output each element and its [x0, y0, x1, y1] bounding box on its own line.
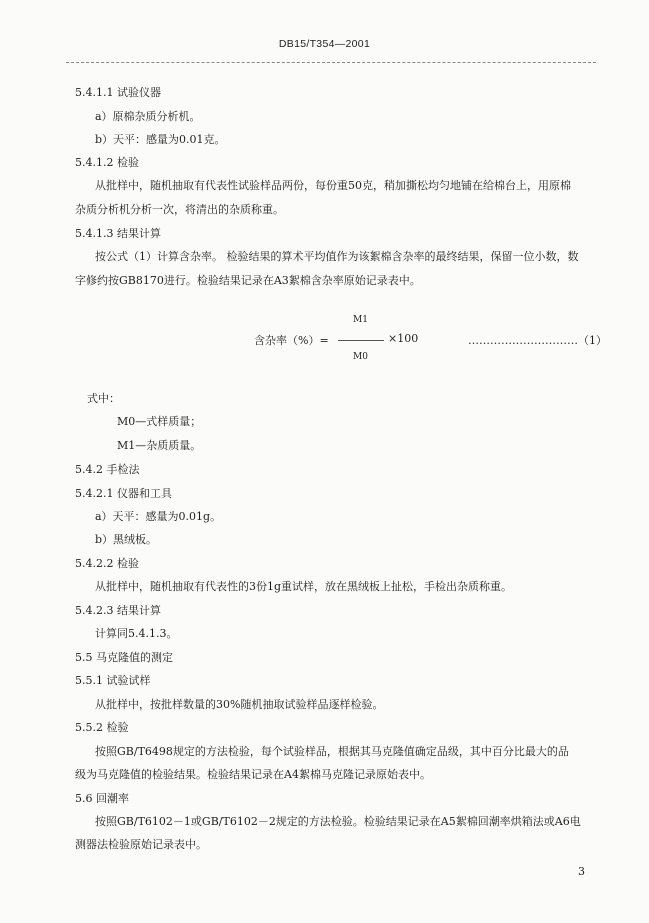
formula-left: 含杂率（%）= [254, 334, 329, 347]
where-label: 式中： [87, 392, 120, 405]
paragraph-line: 从批样中，随机抽取有代表性的3份1g重试样，放在黑绒板上扯松，手检出杂质称重。 [95, 580, 513, 593]
heading-5-4-2-1: 5.4.2.1 仪器和工具 [75, 487, 172, 500]
heading-5-4-2: 5.4.2 手检法 [75, 463, 140, 476]
paragraph-line: 按照GB/T6102－1或GB/T6102－2规定的方法检验。检验结果记录在A5絮棉回潮率烘箱法或A6电 [95, 815, 581, 828]
heading-5-5-2: 5.5.2 检验 [75, 721, 129, 734]
item-b-board: b）黑绒板。 [95, 533, 158, 546]
formula-numerator: M1 [353, 315, 368, 325]
paragraph-line: 字修约按GB8170进行。检验结果记录在A3絮棉含杂率原始记录表中。 [75, 274, 421, 287]
paragraph-line: 计算同5.4.1.3。 [95, 627, 178, 640]
page-number: 3 [578, 865, 585, 878]
formula-number: …………………………（1） [468, 334, 607, 347]
heading-5-6: 5.6 回潮率 [75, 792, 129, 805]
item-a-analyzer: a）原棉杂质分析机。 [95, 110, 201, 123]
paragraph-line: 从批样中，按批样数量的30%随机抽取试验样品逐样检验。 [95, 698, 384, 711]
item-a-balance: a）天平：感量为0.01g。 [95, 510, 222, 523]
fraction-bar [338, 340, 384, 341]
paragraph-line: 杂质分析机分析一次，将清出的杂质称重。 [75, 203, 284, 216]
variable-m1: M1—杂质质量。 [117, 439, 202, 452]
paragraph-line: 按照GB/T6498规定的方法检验，每个试验样品，根据其马克隆值确定品级，其中百分比最大的品 [95, 745, 569, 758]
heading-5-5-1: 5.5.1 试验试样 [75, 674, 151, 687]
variable-m0: M0—式样质量； [117, 415, 202, 428]
heading-5-4-2-3: 5.4.2.3 结果计算 [75, 604, 161, 617]
paragraph-line: 测器法检验原始记录表中。 [75, 838, 207, 851]
header-rule [66, 62, 596, 63]
heading-5-4-1-1: 5.4.1.1 试验仪器 [75, 86, 161, 99]
paragraph-line: 按公式（1）计算含杂率。 检验结果的算术平均值作为该絮棉含杂率的最终结果，保留一位小数，数 [95, 250, 579, 263]
document-header: DB15/T354—2001 [278, 38, 371, 50]
heading-5-5: 5.5 马克隆值的测定 [75, 651, 173, 664]
item-b-balance: b）天平：感量为0.01克。 [95, 133, 226, 146]
paragraph-line: 级为马克隆值的检验结果。检验结果记录在A4絮棉马克隆记录原始表中。 [75, 768, 431, 781]
paragraph-line: 从批样中，随机抽取有代表性试验样品两份，每份重50克，稍加撕松均匀地铺在给棉台上，用原棉 [95, 179, 571, 192]
heading-5-4-1-3: 5.4.1.3 结果计算 [75, 227, 161, 240]
heading-5-4-2-2: 5.4.2.2 检验 [75, 557, 139, 570]
formula-right: ×100 [388, 332, 419, 345]
formula-denominator: M0 [353, 352, 368, 362]
heading-5-4-1-2: 5.4.1.2 检验 [75, 156, 139, 169]
